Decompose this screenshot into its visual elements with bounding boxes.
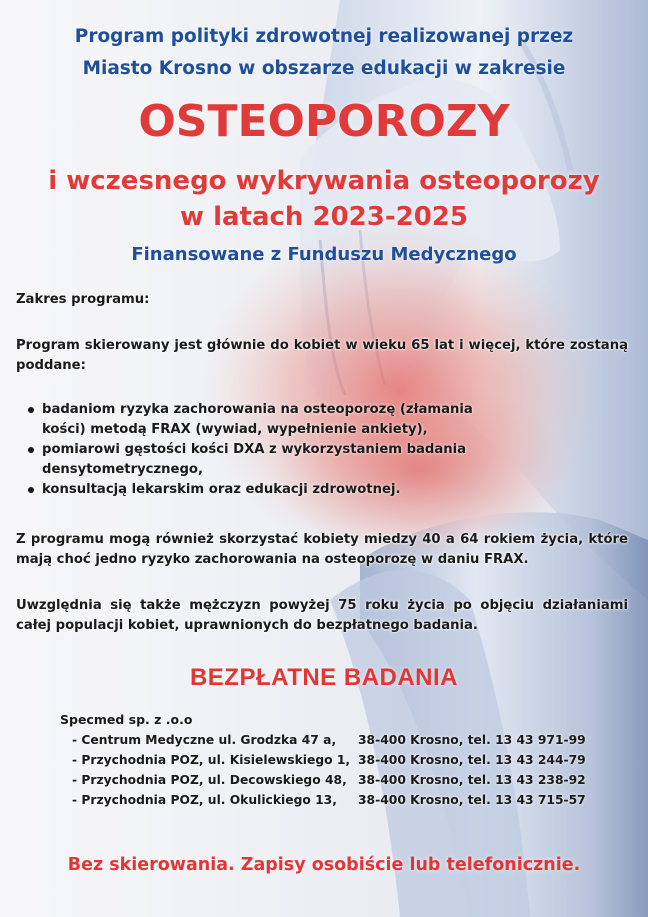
provider-name: Specmed sp. z .o.o — [60, 712, 193, 727]
location-address: - Przychodnia POZ, ul. Kisielewskiego 1, — [72, 753, 351, 767]
funding-note: Finansowane z Funduszu Medycznego — [131, 244, 517, 265]
eligibility-paragraph: Z programu mogą również skorzystać kobiety miedzy 40 a 64 rokiem życia, które mają choć jedno ryzyko zachorowania na osteoporozę w daniu FRAX. — [16, 532, 628, 567]
location-address: - Przychodnia POZ, ul. Decowskiego 48, — [72, 773, 347, 787]
title-sub-2: w latach 2023-2025 — [180, 202, 468, 232]
title-sub-1: i wczesnego wykrywania osteoporozy — [48, 166, 600, 196]
location-row — [72, 750, 592, 770]
list-item: pomiarowi gęstości kości DXA z wykorzystaniem badania densytometrycznego, — [28, 440, 498, 480]
location-address: - Centrum Medyczne ul. Grodzka 47 a, — [72, 733, 337, 747]
header-line-1: Program polityki zdrowotnej realizowanej przez — [74, 26, 574, 47]
location-row — [72, 790, 592, 810]
location-contact: 38-400 Krosno, tel. 13 43 971-99 — [358, 733, 586, 747]
location-contact: 38-400 Krosno, tel. 13 43 238-92 — [358, 773, 586, 787]
location-contact: 38-400 Krosno, tel. 13 43 244-79 — [358, 753, 586, 767]
location-row — [72, 730, 592, 750]
list-item: konsultacją lekarskim oraz edukacji zdrowotnej. — [28, 480, 498, 500]
location-row — [72, 770, 592, 790]
target-paragraph: Program skierowany jest głównie do kobiet w wieku 65 lat i więcej, które zostaną poddane: — [16, 338, 628, 373]
location-contact: 38-400 Krosno, tel. 13 43 715-57 — [358, 793, 586, 807]
list-item: badaniom ryzyka zachorowania na osteoporozę (złamania kości) metodą FRAX (wywiad, wypełnienie ankiety), — [28, 400, 498, 440]
footer-note: Bez skierowania. Zapisy osobiście lub telefonicznie. — [67, 855, 581, 875]
men-paragraph: Uwzględnia się także mężczyzn powyżej 75 roku życia po objęciu działaniami całej populacji kobiet, uprawnionych do bezpłatnego badania. — [16, 598, 628, 633]
scope-label: Zakres programu: — [16, 292, 150, 307]
free-exams-heading: BEZPŁATNE BADANIA — [189, 664, 459, 691]
header-line-2: Miasto Krosno w obszarze edukacji w zakresie — [82, 58, 566, 79]
exam-list — [28, 400, 498, 500]
location-address: - Przychodnia POZ, ul. Okulickiego 13, — [72, 793, 337, 807]
title-main: OSTEOPOROZY — [138, 96, 510, 147]
